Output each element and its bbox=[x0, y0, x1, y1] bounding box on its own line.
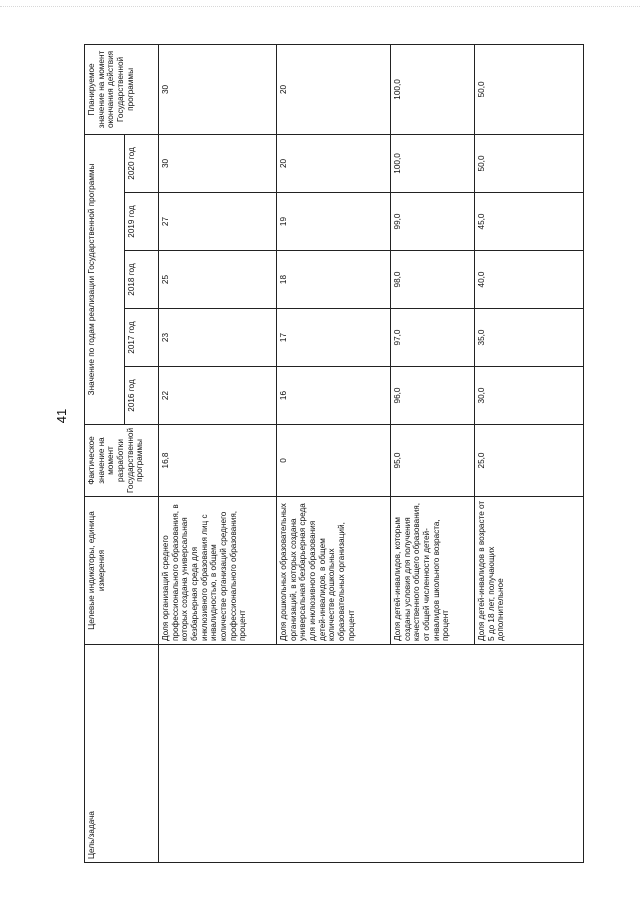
indicator-cell: Доля детей-инвалидов в возрасте от 5 до 18 лет, получающих дополнительное bbox=[475, 497, 584, 645]
header-year-2019: 2019 год bbox=[125, 193, 159, 251]
header-goal: Цель/задача bbox=[85, 645, 159, 863]
year-value: 19 bbox=[277, 193, 391, 251]
year-value: 22 bbox=[159, 367, 277, 425]
year-value: 40,0 bbox=[475, 251, 584, 309]
header-year-2017: 2017 год bbox=[125, 309, 159, 367]
year-value: 25 bbox=[159, 251, 277, 309]
year-value: 100,0 bbox=[391, 134, 475, 192]
plan-value: 30 bbox=[159, 44, 277, 134]
indicator-cell: Доля детей-инвалидов, которым созданы условия для получения качественного общего образования, от общей численности детей-инвалидов школьного возраста, процент bbox=[391, 497, 475, 645]
year-value: 96,0 bbox=[391, 367, 475, 425]
fact-value: 25,0 bbox=[475, 425, 584, 497]
fact-value: 95,0 bbox=[391, 425, 475, 497]
plan-value: 50,0 bbox=[475, 44, 584, 134]
year-value: 98,0 bbox=[391, 251, 475, 309]
indicator-cell: Доля организаций среднего профессионального образования, в которых создана универсальная безбарьерная среда для инклюзивного образования лиц с инвалидностью, в общем количестве организаций среднего профессионального образования, процент bbox=[159, 497, 277, 645]
year-value: 23 bbox=[159, 309, 277, 367]
scan-noise-line bbox=[0, 6, 640, 9]
year-value: 30 bbox=[159, 134, 277, 192]
page-number: 41 bbox=[54, 408, 69, 424]
header-by-years: Значение по годам реализации Государственной программы bbox=[85, 134, 125, 424]
plan-value: 20 bbox=[277, 44, 391, 134]
rotated-table-container bbox=[84, 45, 584, 863]
year-value: 27 bbox=[159, 193, 277, 251]
year-value: 45,0 bbox=[475, 193, 584, 251]
indicator-cell: Доля дошкольных образовательных организаций, в которых создана универсальная безбарьерная среда для инклюзивного образования детей-инвалидов, в общем количестве дошкольных образовательных организаций, процент bbox=[277, 497, 391, 645]
year-value: 99,0 bbox=[391, 193, 475, 251]
year-value: 17 bbox=[277, 309, 391, 367]
fact-value: 0 bbox=[277, 425, 391, 497]
goal-cell-empty bbox=[159, 645, 584, 863]
year-value: 30,0 bbox=[475, 367, 584, 425]
header-fact: Фактическое значение на момент разработки Государственной программы bbox=[85, 425, 159, 497]
header-year-2016: 2016 год bbox=[125, 367, 159, 425]
header-year-2020: 2020 год bbox=[125, 134, 159, 192]
header-plan: Планируемое значение на момент окончания действия Государственной программы bbox=[85, 44, 159, 134]
year-value: 16 bbox=[277, 367, 391, 425]
plan-value: 100,0 bbox=[391, 44, 475, 134]
fact-value: 16,8 bbox=[159, 425, 277, 497]
year-value: 97,0 bbox=[391, 309, 475, 367]
header-indicator: Целевые индикаторы, единица измерения bbox=[85, 497, 159, 645]
year-value: 20 bbox=[277, 134, 391, 192]
indicators-table bbox=[84, 44, 584, 863]
table-row bbox=[159, 44, 277, 862]
year-value: 18 bbox=[277, 251, 391, 309]
year-value: 35,0 bbox=[475, 309, 584, 367]
header-year-2018: 2018 год bbox=[125, 251, 159, 309]
year-value: 50,0 bbox=[475, 134, 584, 192]
